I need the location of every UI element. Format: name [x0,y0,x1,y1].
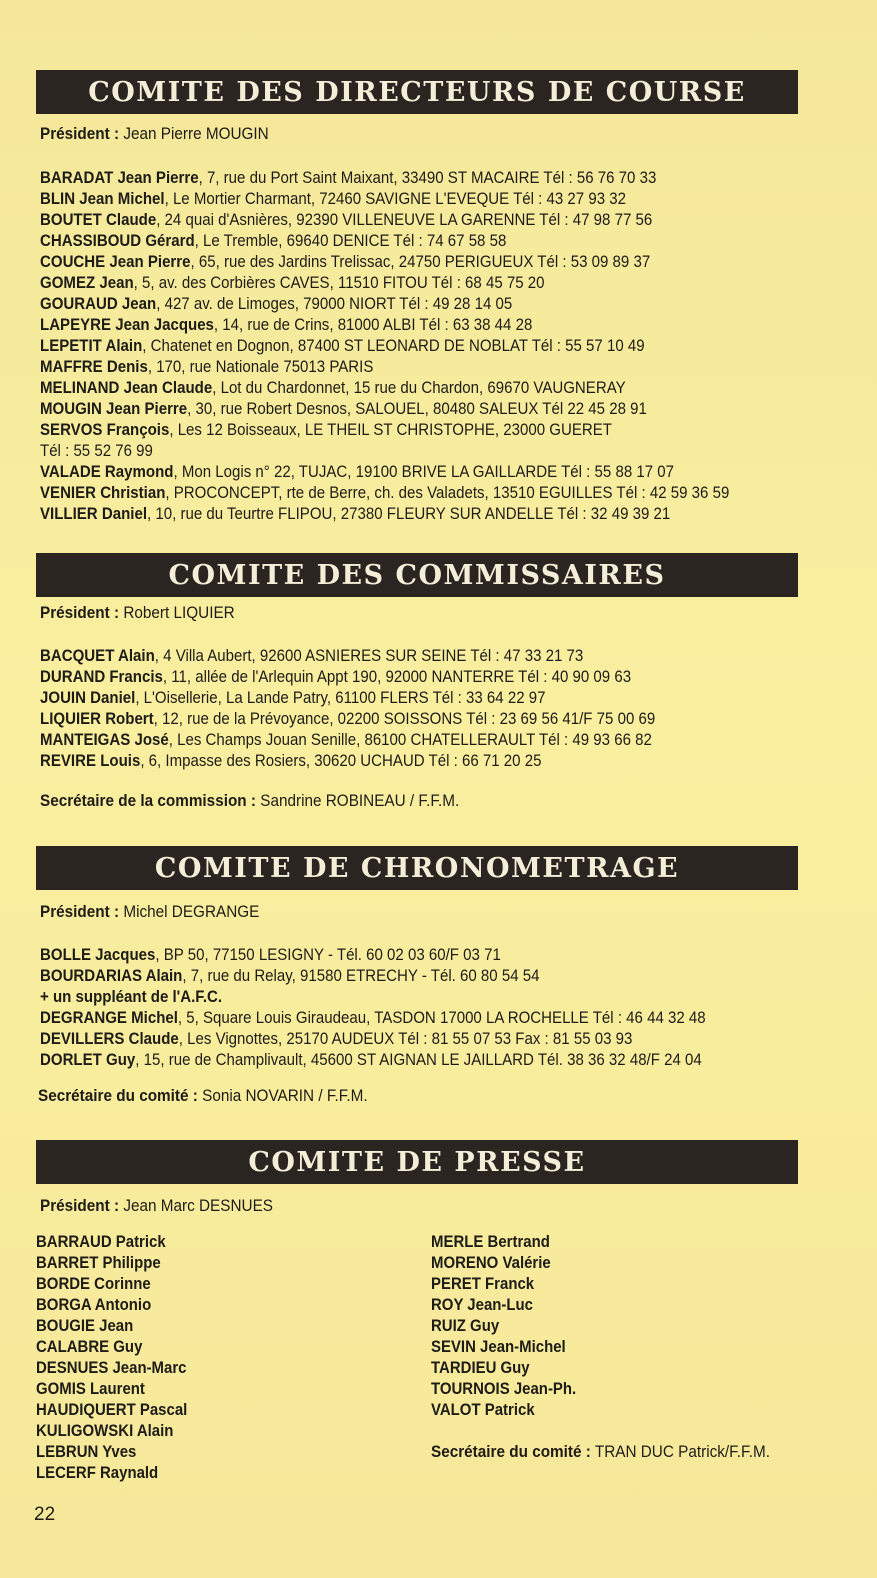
secretary-name: Sandrine ROBINEAU / F.F.M. [260,791,460,810]
president-label: Président : [40,603,120,622]
member-name: MANTEIGAS José [40,730,169,749]
member-entry [40,230,801,251]
member-name: JOUIN Daniel [40,688,136,707]
member-details: Tél : 55 52 76 99 [40,441,153,460]
member-name: LEPETIT Alain [40,336,143,355]
press-member: TOURNOIS Jean-Ph. [431,1379,577,1398]
member-details: , Les Champs Jouan Senille, 86100 CHATELLERAULT Tél : 49 93 66 82 [168,730,652,749]
member-details: , Chatenet en Dognon, 87400 ST LEONARD DE NOBLAT Tél : 55 57 10 49 [142,336,645,355]
member-details: , 7, rue du Port Saint Maixant, 33490 ST MACAIRE Tél : 56 76 70 33 [198,168,657,187]
member-details: , PROCONCEPT, rte de Berre, ch. des Valadets, 13510 EGUILLES Tél : 42 59 36 59 [165,483,730,502]
press-member: BORDE Corinne [36,1274,151,1293]
member-details: , L'Oisellerie, La Lande Patry, 61100 FLERS Tél : 33 64 22 97 [135,688,546,707]
president-name: Jean Marc DESNUES [123,1196,273,1215]
member-entry [40,645,801,666]
member-name: DEGRANGE Michel [40,1008,178,1027]
section-header-directeurs: COMITE DES DIRECTEURS DE COURSE [36,70,798,114]
press-member: KULIGOWSKI Alain [36,1421,174,1440]
member-name: LAPEYRE Jean Jacques [40,315,214,334]
member-entry [40,314,801,335]
press-member: TARDIEU Guy [431,1358,530,1377]
press-member: DESNUES Jean-Marc [36,1358,187,1377]
president-line-commissaires [40,603,235,623]
member-details: , 14, rue de Crins, 81000 ALBI Tél : 63 38 44 28 [213,315,533,334]
member-name: GOURAUD Jean [40,294,157,313]
chronometrage-list [40,944,801,1070]
member-name: BLIN Jean Michel [40,189,165,208]
member-details: , 6, Impasse des Rosiers, 30620 UCHAUD Tél : 66 71 20 25 [140,751,542,770]
member-entry [40,440,801,461]
member-details: , 7, rue du Relay, 91580 ETRECHY - Tél. 60 80 54 54 [182,966,540,985]
section-header-commissaires: COMITE DES COMMISSAIRES [36,553,798,597]
member-details: , 24 quai d'Asnières, 92390 VILLENEUVE LA GARENNE Tél : 47 98 77 56 [156,210,653,229]
member-name: BACQUET Alain [40,646,155,665]
commissaires-list [40,645,801,771]
member-entry [40,666,801,687]
press-member: LEBRUN Yves [36,1442,137,1461]
secretary-line-presse [431,1442,770,1462]
member-entry [40,503,801,524]
president-name: Robert LIQUIER [123,603,235,622]
member-name: MOUGIN Jean Pierre [40,399,188,418]
member-details: , Le Tremble, 69640 DENICE Tél : 74 67 58 58 [194,231,507,250]
press-member: BORGA Antonio [36,1295,152,1314]
press-member: CALABRE Guy [36,1337,143,1356]
member-name: DORLET Guy [40,1050,136,1069]
member-entry [40,1049,801,1070]
member-entry [40,377,801,398]
member-name: CHASSIBOUD Gérard [40,231,195,250]
member-entry [40,398,801,419]
member-name: REVIRE Louis [40,751,141,770]
page-number: 22 [34,1504,56,1525]
president-name: Michel DEGRANGE [123,902,260,921]
president-line-directeurs [40,124,269,144]
member-entry [40,1028,801,1049]
member-name: VALADE Raymond [40,462,174,481]
member-details: , Mon Logis n° 22, TUJAC, 19100 BRIVE LA GAILLARDE Tél : 55 88 17 07 [173,462,675,481]
member-details: , Le Mortier Charmant, 72460 SAVIGNE L'EVEQUE Tél : 43 27 93 32 [164,189,627,208]
member-entry [40,419,801,440]
member-entry [40,965,801,986]
press-member: GOMIS Laurent [36,1379,145,1398]
press-member: BARRAUD Patrick [36,1232,166,1251]
member-name: GOMEZ Jean [40,273,134,292]
president-label: Président : [40,124,120,143]
member-name: VILLIER Daniel [40,504,148,523]
member-entry [40,209,801,230]
press-member: BOUGIE Jean [36,1316,134,1335]
member-entry [40,461,801,482]
member-entry [40,335,801,356]
member-details: , 170, rue Nationale 75013 PARIS [147,357,374,376]
member-name: COUCHE Jean Pierre [40,252,191,271]
member-entry [40,167,801,188]
press-member: SEVIN Jean-Michel [431,1337,566,1356]
member-details: , Les Vignottes, 25170 AUDEUX Tél : 81 55 07 53 Fax : 81 55 03 93 [178,1029,633,1048]
presse-right-column [431,1231,576,1420]
secretary-label: Secrétaire de la commission : [40,791,256,810]
member-entry [40,251,801,272]
member-details: , Les 12 Boisseaux, LE THEIL ST CHRISTOPHE, 23000 GUERET [169,420,612,439]
member-entry [40,188,801,209]
secretary-line-chronometrage [38,1086,368,1106]
member-details: , 12, rue de la Prévoyance, 02200 SOISSONS Tél : 23 69 56 41/F 75 00 69 [153,709,656,728]
press-member: LECERF Raynald [36,1463,159,1482]
president-line-presse [40,1196,273,1216]
member-entry [40,729,801,750]
member-entry [40,750,801,771]
section-header-chronometrage: COMITE DE CHRONOMETRAGE [36,846,798,890]
member-entry [40,356,801,377]
member-entry [40,272,801,293]
member-name: BOUTET Claude [40,210,157,229]
press-member: MERLE Bertrand [431,1232,550,1251]
member-entry [40,944,801,965]
press-member: VALOT Patrick [431,1400,535,1419]
press-member: ROY Jean-Luc [431,1295,533,1314]
secretary-name: TRAN DUC Patrick/F.F.M. [594,1442,770,1461]
member-entry [40,708,801,729]
press-member: RUIZ Guy [431,1316,500,1335]
member-name: BARADAT Jean Pierre [40,168,199,187]
member-entry [40,1007,801,1028]
member-name: LIQUIER Robert [40,709,154,728]
press-member: HAUDIQUERT Pascal [36,1400,188,1419]
secretary-label: Secrétaire du comité : [38,1086,198,1105]
member-details: , Lot du Chardonnet, 15 rue du Chardon, 69670 VAUGNERAY [212,378,626,397]
member-entry [40,986,801,1007]
presse-left-column [36,1231,187,1483]
member-name: DEVILLERS Claude [40,1029,179,1048]
president-label: Président : [40,1196,120,1215]
member-details: , 5, av. des Corbières CAVES, 11510 FITOU Tél : 68 45 75 20 [133,273,545,292]
member-name: VENIER Christian [40,483,166,502]
member-details: , 10, rue du Teurtre FLIPOU, 27380 FLEURY SUR ANDELLE Tél : 32 49 39 21 [147,504,671,523]
president-line-chronometrage [40,902,259,922]
press-member: BARRET Philippe [36,1253,161,1272]
directeurs-list [40,167,801,524]
secretary-line-commissaires [40,791,459,811]
member-details: , 15, rue de Champlivault, 45600 ST AIGNAN LE JAILLARD Tél. 38 36 32 48/F 24 04 [135,1050,702,1069]
secretary-label: Secrétaire du comité : [431,1442,591,1461]
press-member: MORENO Valérie [431,1253,551,1272]
member-entry [40,687,801,708]
member-details: , 5, Square Louis Giraudeau, TASDON 17000 LA ROCHELLE Tél : 46 44 32 48 [177,1008,706,1027]
member-name: DURAND Francis [40,667,163,686]
member-details: , 11, allée de l'Arlequin Appt 190, 92000 NANTERRE Tél : 40 90 09 63 [162,667,632,686]
member-details: , 30, rue Robert Desnos, SALOUEL, 80480 SALEUX Tél 22 45 28 91 [187,399,647,418]
member-details: , 427 av. de Limoges, 79000 NIORT Tél : 49 28 14 05 [156,294,513,313]
secretary-name: Sonia NOVARIN / F.F.M. [202,1086,368,1105]
member-name: BOURDARIAS Alain [40,966,183,985]
president-name: Jean Pierre MOUGIN [123,124,269,143]
member-name: BOLLE Jacques [40,945,156,964]
member-name: + un suppléant de l'A.F.C. [40,987,223,1006]
member-details: , 65, rue des Jardins Trelissac, 24750 PERIGUEUX Tél : 53 09 89 37 [190,252,651,271]
member-details: , 4 Villa Aubert, 92600 ASNIERES SUR SEINE Tél : 47 33 21 73 [154,646,584,665]
president-label: Président : [40,902,120,921]
member-name: MAFFRE Denis [40,357,148,376]
member-entry [40,293,801,314]
member-details: , BP 50, 77150 LESIGNY - Tél. 60 02 03 60/F 03 71 [155,945,501,964]
member-name: MELINAND Jean Claude [40,378,213,397]
member-entry [40,482,801,503]
section-header-presse: COMITE DE PRESSE [36,1140,798,1184]
member-name: SERVOS François [40,420,170,439]
press-member: PERET Franck [431,1274,535,1293]
